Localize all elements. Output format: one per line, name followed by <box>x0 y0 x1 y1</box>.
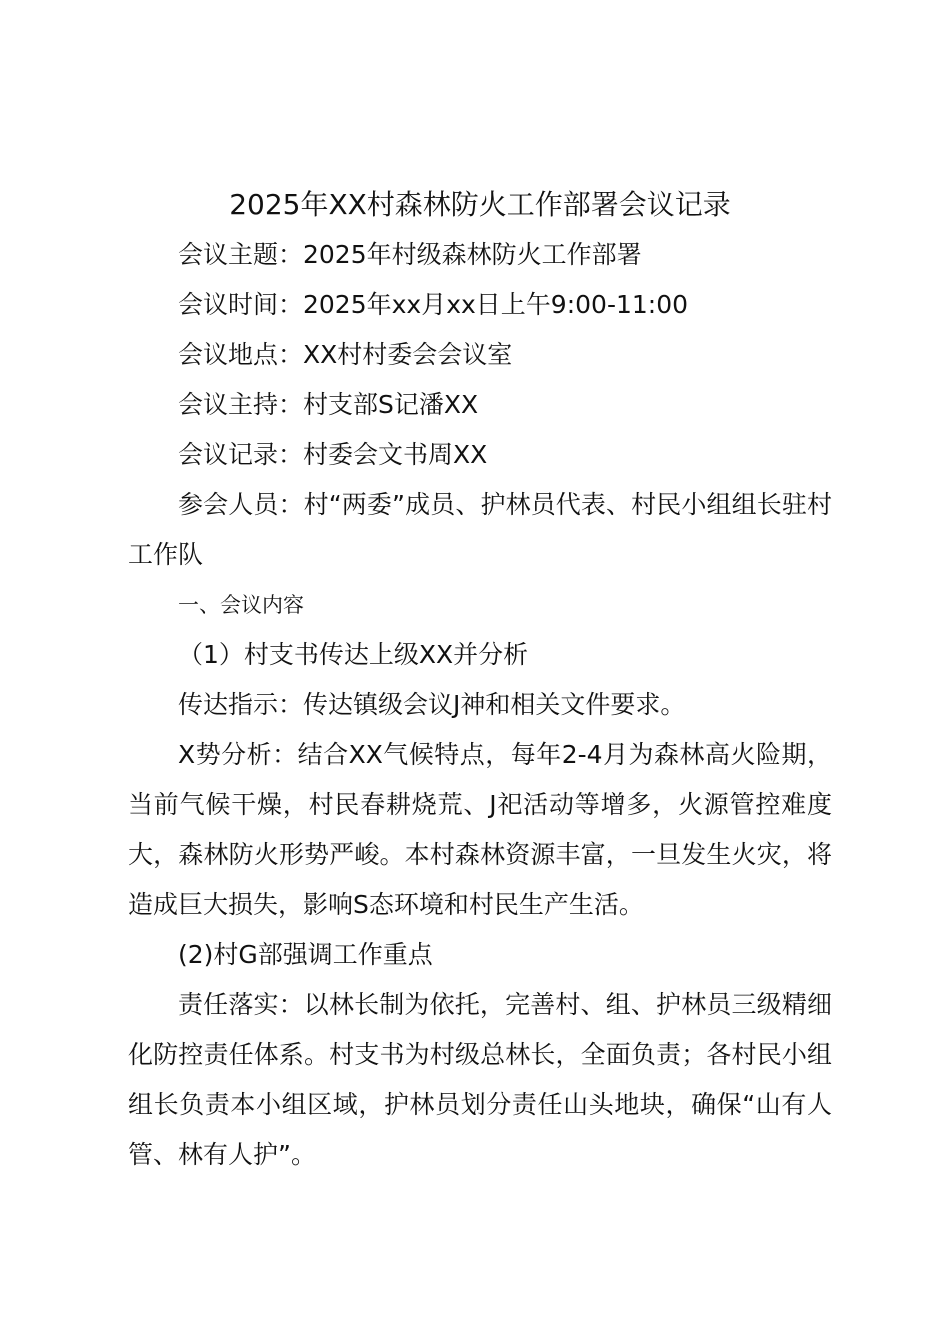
paragraph-situation-analysis: X势分析：结合XX气候特点，每年2-4月为森林高火险期，当前气候干燥，村民春耕烧荒、J祀活动等增多，火源管控难度大，森林防火形势严峻。本村森林资源丰富，一旦发生火灾，将造成巨大损失，影响S态环境和村民生产生活。 <box>128 740 832 919</box>
meeting-time: 会议时间：2025年xx月xx日上午9:00-11:00 <box>178 290 689 319</box>
meeting-attendees: 参会人员：村“两委”成员、护林员代表、村民小组组长驻村工作队 <box>128 490 832 569</box>
meeting-location: 会议地点：XX村村委会会议室 <box>178 340 513 369</box>
meeting-host: 会议主持：村支部S记潘XX <box>178 390 479 419</box>
section-heading-meeting-content: 一、会议内容 <box>178 593 304 617</box>
meeting-topic: 会议主题：2025年村级森林防火工作部署 <box>178 240 642 269</box>
subsection-heading-1: （1）村支书传达上级XX并分析 <box>178 640 529 669</box>
document-title: 2025年XX村森林防火工作部署会议记录 <box>229 188 731 221</box>
paragraph-instruction: 传达指示：传达镇级会议J神和相关文件要求。 <box>178 690 686 719</box>
meeting-recorder: 会议记录：村委会文书周XX <box>178 440 488 469</box>
subsection-heading-2: (2)村G部强调工作重点 <box>178 940 433 969</box>
document-body <box>128 180 832 1180</box>
paragraph-responsibility: 责任落实：以林长制为依托，完善村、组、护林员三级精细化防控责任体系。村支书为村级总林长，全面负责；各村民小组组长负责本小组区域，护林员划分责任山头地块，确保“山有人管、林有人护”。 <box>128 990 832 1169</box>
